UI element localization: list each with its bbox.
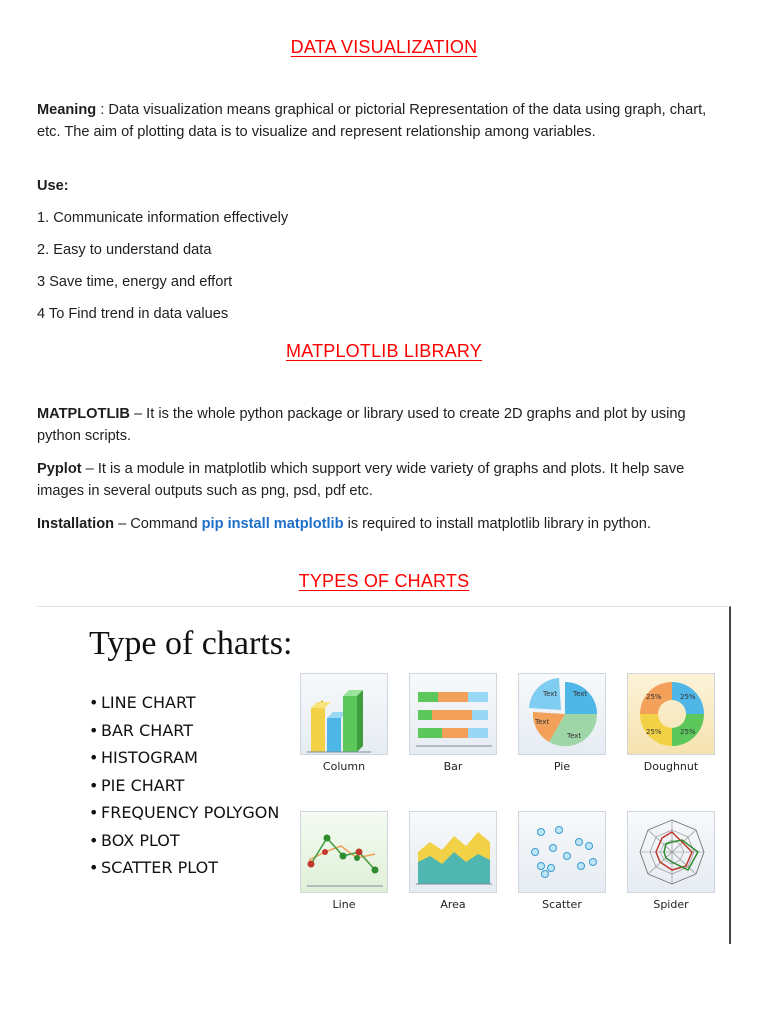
use-item-2: 2. Easy to understand data	[37, 242, 212, 258]
meaning-label: Meaning	[37, 102, 97, 118]
heading-data-visualization: DATA VISUALIZATION	[290, 37, 478, 57]
tile-label-bar: Bar	[443, 760, 463, 773]
use-label: Use:	[37, 178, 69, 194]
doughnut-label: 25%	[680, 693, 696, 701]
pie-chart-icon	[518, 673, 606, 755]
chart-types-slide	[37, 606, 731, 944]
pie-label: Text	[573, 690, 588, 698]
matplotlib-text: – It is the whole python package or library used to create 2D graphs and plot by using python scripts.	[37, 406, 686, 444]
tile-label-doughnut: Doughnut	[643, 760, 699, 773]
doughnut-label: 25%	[680, 728, 696, 736]
heading-matplotlib-library: MATPLOTLIB LIBRARY	[286, 341, 482, 361]
tile-label-area: Area	[440, 898, 466, 911]
pyplot-text: – It is a module in matplotlib which support very wide variety of graphs and plots. It help save images in several outputs such as png, psd, pdf etc.	[37, 461, 685, 499]
tile-label-spider: Spider	[653, 898, 689, 911]
list-item: • SCATTER PLOT	[89, 858, 218, 877]
use-item-1: 1. Communicate information effectively	[37, 210, 289, 226]
spider-chart-icon	[627, 811, 715, 893]
slide-title: Type of charts:	[89, 625, 293, 662]
bar-chart-icon	[409, 673, 497, 755]
pie-label: Text	[567, 732, 582, 740]
installation-label: Installation	[37, 516, 115, 532]
line-chart-icon	[300, 811, 388, 893]
list-item: • FREQUENCY POLYGON	[89, 803, 280, 822]
installation-paragraph: Installation – Command pip install matplotlib is required to install matplotlib library in python.	[37, 516, 651, 532]
pie-label: Text	[543, 690, 558, 698]
chart-type-list	[89, 689, 279, 882]
tile-label-line: Line	[332, 898, 356, 911]
column-chart-icon	[300, 673, 388, 755]
use-item-3: 3 Save time, energy and effort	[37, 274, 233, 290]
use-item-4: 4 To Find trend in data values	[37, 306, 229, 322]
list-item: • HISTOGRAM	[89, 748, 198, 767]
install-command: pip install matplotlib	[201, 516, 344, 532]
matplotlib-label: MATPLOTLIB	[37, 406, 130, 422]
list-item: • LINE CHART	[89, 693, 196, 712]
pie-label: Text	[535, 718, 550, 726]
doughnut-label: 25%	[646, 728, 662, 736]
list-item: • BAR CHART	[89, 720, 193, 740]
pyplot-paragraph	[37, 458, 729, 502]
tile-label-pie: Pie	[553, 760, 571, 773]
heading-types-of-charts: TYPES OF CHARTS	[298, 571, 470, 591]
doughnut-label: 25%	[646, 693, 662, 701]
tile-label-scatter: Scatter	[542, 898, 582, 911]
matplotlib-paragraph	[37, 403, 729, 447]
tile-label-column: Column	[322, 760, 366, 773]
area-chart-icon	[409, 811, 497, 893]
meaning-paragraph	[37, 99, 729, 143]
meaning-text: : Data visualization means graphical or pictorial Representation of the data using graph, chart, etc. The aim of plotting data is to visualize and represent relationship among variables.	[37, 102, 707, 140]
list-item: • BOX PLOT	[89, 830, 180, 850]
doughnut-chart-icon	[627, 673, 715, 755]
pyplot-label: Pyplot	[37, 461, 82, 477]
scatter-chart-icon	[518, 811, 606, 893]
list-item: • PIE CHART	[89, 775, 185, 795]
